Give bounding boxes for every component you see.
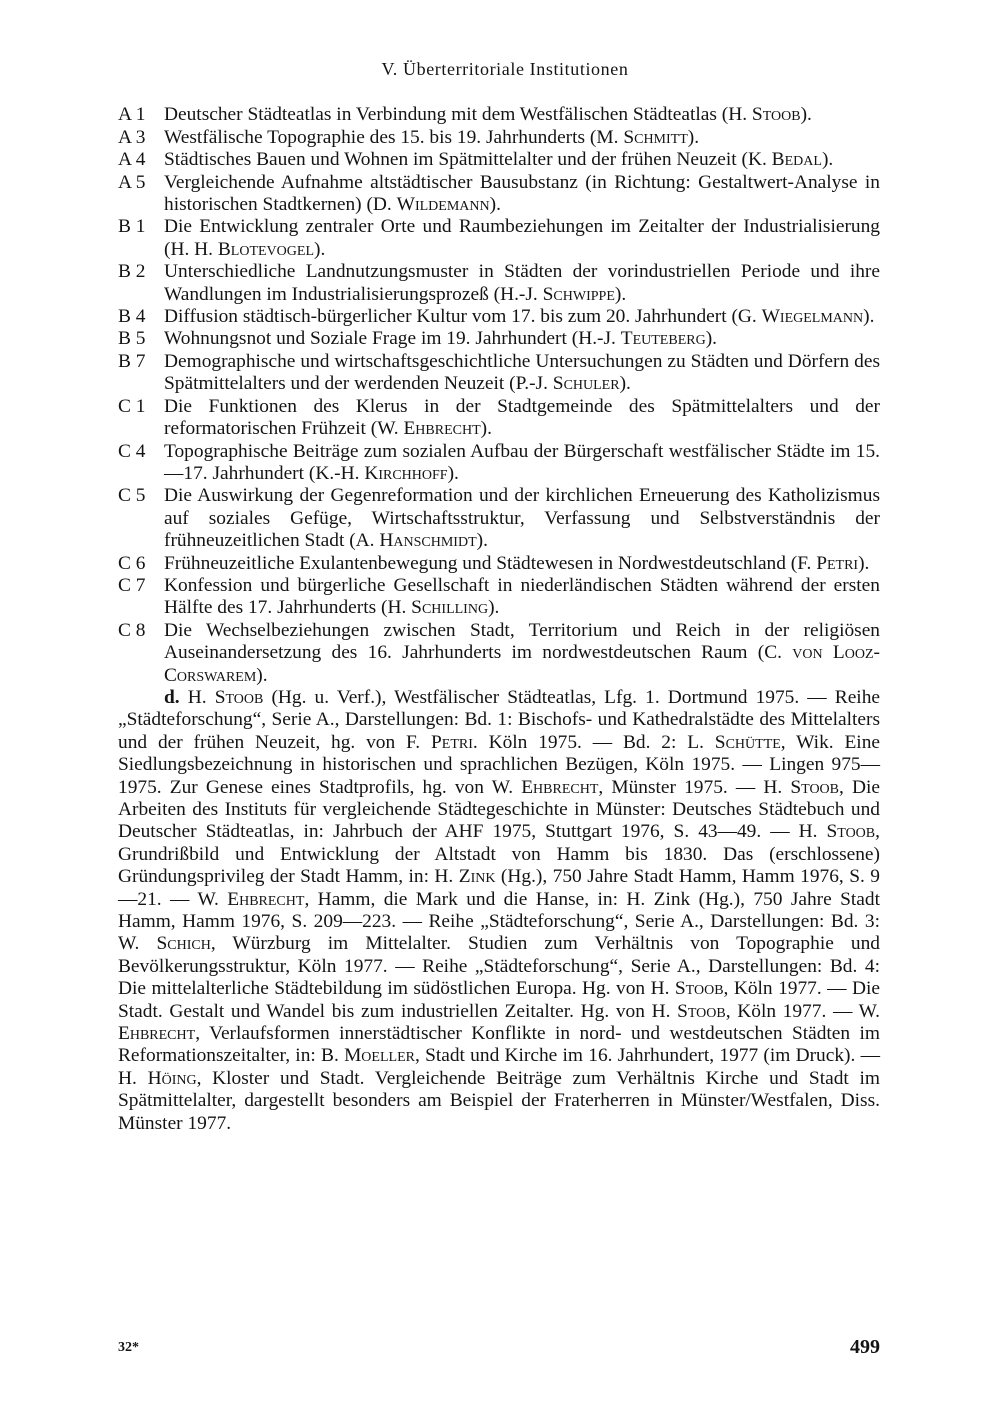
project-title: Diffusion städtisch-bürgerlicher Kultur vom 17. bis zum 20. Jahrhundert (G. <box>164 306 762 328</box>
project-entry <box>118 306 880 328</box>
project-author: Ehbrecht <box>403 418 481 440</box>
project-author: Schmitt <box>623 126 688 148</box>
bibliography-text: , Köln 1977. — W. <box>725 1000 880 1022</box>
project-closing: ). <box>256 664 268 686</box>
project-entry <box>118 441 880 486</box>
cited-author: Stoob <box>826 821 876 843</box>
project-author: Teuteberg <box>620 328 706 350</box>
project-closing: ). <box>687 126 700 148</box>
bibliography-text: , Hamm, die Mark und die Hanse, in: H. Zink (Hg.), 750 Jahre Stadt Hamm, Hamm 1976, S. 209—223. — Reihe „Städteforschung“, Serie A., Darstellungen: Bd. 3: W. <box>118 888 880 955</box>
cited-author: Schütte <box>714 731 781 753</box>
project-entry <box>118 351 880 396</box>
bibliography-text: (Hg.), 750 Jahre Stadt Hamm, Hamm 1976, S. 9—21. — W. <box>118 866 880 910</box>
project-closing: ). <box>821 149 834 171</box>
project-title: Frühneuzeitliche Exulantenbewegung und Städtewesen in Nordwestdeutschland (F. <box>164 552 817 574</box>
project-closing: ). <box>800 104 812 126</box>
section-d-label: d. <box>164 686 180 708</box>
project-author: Schilling <box>411 597 489 619</box>
project-entry <box>118 216 880 261</box>
project-author: Wiegelmann <box>761 306 864 328</box>
project-author: Hanschmidt <box>379 530 477 552</box>
project-title: Demographische und wirtschaftsgeschichtliche Untersuchungen zu Städten und Dörfern des Spätmittelalters und der werdenden Neuzeit (P.-J. <box>164 350 880 395</box>
project-author: Kirchhoff <box>364 462 448 484</box>
project-author: Blotevogel <box>217 238 314 260</box>
project-code: C 8 <box>118 619 146 641</box>
bibliography-text: , Grundrißbild und Entwicklung der Altstadt von Hamm bis 1830. Das (erschlossene) Gründungsprivileg der Stadt Hamm, in: H. <box>118 821 880 888</box>
cited-author: Höing <box>147 1067 197 1089</box>
bibliography-text: (Hg. u. Verf.), Westfälischer Städteatlas, Lfg. 1. Dortmund 1975. — Reihe „Städteforschung“, Serie A., Darstellungen: Bd. 1: Bischofs- und Kathedralstädte des Mittelalters und der frühen Neuzeit, hg. von F. <box>118 686 881 753</box>
bibliography-text: , Kloster und Stadt. Vergleichende Beiträge zum Verhältnis Kirche und Stadt im Spätmittelalter, dargestellt besonders am Beispiel der Fraterherren in Münster/Westfalen, Diss. Münster 1977. <box>118 1067 880 1134</box>
bibliography-text: , Köln 1977. — Die Stadt. Gestalt und Wandel bis zum industriellen Zeitalter. Hg. von H. <box>118 978 880 1022</box>
project-title: Wohnungsnot und Soziale Frage im 19. Jahrhundert (H.-J. <box>164 328 621 350</box>
project-code: C 6 <box>118 552 146 574</box>
project-closing: ). <box>705 328 718 350</box>
cited-author: Petri <box>431 731 473 753</box>
project-code: A 5 <box>118 171 146 193</box>
bibliography-text: H. <box>187 686 215 708</box>
project-entry <box>118 553 880 575</box>
cited-author: Zink <box>458 866 496 888</box>
project-closing: ). <box>614 283 627 305</box>
project-author: von Looz-Corswarem <box>164 642 880 686</box>
project-title: Die Entwicklung zentraler Orte und Raumbeziehungen im Zeitalter der Industrialisierung (H. H. <box>164 216 880 260</box>
project-code: A 4 <box>118 149 146 171</box>
cited-author: Ehbrecht <box>118 1023 196 1045</box>
project-entry <box>118 261 880 306</box>
project-title: Die Wechselbeziehungen zwischen Stadt, Territorium und Reich in der religiösen Auseinandersetzung des 16. Jahrhunderts im nordwestdeutschen Raum (C. <box>164 619 880 664</box>
bibliography-text: , Münster 1975. — H. <box>598 776 791 798</box>
project-closing: ). <box>314 238 326 260</box>
cited-author: Stoob <box>214 686 264 708</box>
page-body <box>118 58 880 1135</box>
project-entry <box>118 328 880 350</box>
project-entry <box>118 172 880 217</box>
project-author: Schuler <box>552 373 620 395</box>
cited-author: Stoob <box>790 776 840 798</box>
project-closing: ). <box>619 373 631 395</box>
project-code: A 3 <box>118 126 146 148</box>
project-entry <box>118 396 880 441</box>
project-title: Topographische Beiträge zum sozialen Aufbau der Bürgerschaft westfälischer Städte im 15.—17. Jahrhundert (K.-H. <box>164 440 880 484</box>
project-code: B 1 <box>118 216 146 238</box>
project-author: Petri <box>816 552 859 574</box>
project-title: Die Funktionen des Klerus in der Stadtgemeinde des Spätmittelalters und der reformatorischen Frühzeit (W. <box>164 395 880 440</box>
project-author: Stoob <box>751 104 801 126</box>
project-code: C 4 <box>118 440 146 462</box>
project-code: C 1 <box>118 395 146 417</box>
cited-author: Schich <box>156 933 211 955</box>
project-entry <box>118 104 880 126</box>
project-entry <box>118 149 880 171</box>
project-closing: ). <box>480 418 492 440</box>
project-code: B 7 <box>118 350 146 372</box>
project-code: B 5 <box>118 328 146 350</box>
project-author: Schwippe <box>542 283 615 305</box>
project-entry <box>118 485 880 552</box>
project-code: C 5 <box>118 485 146 507</box>
cited-author: Ehbrecht <box>521 776 599 798</box>
bibliography-text: , Stadt und Kirche im 16. Jahrhundert, 1977 (im Druck). — H. <box>118 1045 880 1089</box>
project-author: Wildemann <box>396 194 490 216</box>
project-entry <box>118 127 880 149</box>
project-code: B 2 <box>118 261 146 283</box>
project-title: Unterschiedliche Landnutzungsmuster in Städten der vorindustriellen Periode und ihre Wandlungen im Industrialisierungsprozeß (H.-J. <box>164 261 880 305</box>
project-code: A 1 <box>118 104 146 126</box>
project-closing: ). <box>863 306 875 328</box>
project-list <box>118 104 880 687</box>
project-title: Konfession und bürgerliche Gesellschaft in niederländischen Städten während der ersten Hälfte des 17. Jahrhunderts (H. <box>164 574 880 619</box>
project-closing: ). <box>858 552 870 574</box>
cited-author: Stoob <box>674 978 724 1000</box>
project-title: Städtisches Bauen und Wohnen im Spätmittelalter und der frühen Neuzeit (K. <box>164 149 772 171</box>
running-head: V. Überterritoriale Institutionen <box>381 59 629 79</box>
project-closing: ). <box>447 462 459 484</box>
bibliography-text: , Würzburg im Mittelalter. Studien zum Verhältnis von Topographie und Bevölkerungsstruktur, Köln 1977. — Reihe „Städteforschung“, Serie A., Darstellungen: Bd. 4: Die mittelalterliche Städtebildung im südöstlichen Europa. Hg. von H. <box>118 933 880 1000</box>
project-closing: ). <box>476 530 488 552</box>
printer-signature: 32* <box>118 1340 139 1355</box>
cited-author: Moeller <box>344 1045 415 1067</box>
bibliography-text: , Die Arbeiten des Instituts für vergleichende Städtegeschichte in Münster: Deutsches Städtebuch und Deutscher Städteatlas, in: Jahrbuch der AHF 1975, Stuttgart 1976, S. 43—49. — H. <box>118 776 880 843</box>
project-closing: ). <box>489 194 501 216</box>
project-entry <box>118 575 880 620</box>
cited-author: Stoob <box>677 1000 726 1022</box>
project-code: C 7 <box>118 574 146 596</box>
project-title: Deutscher Städteatlas in Verbindung mit dem Westfälischen Städteatlas (H. <box>164 104 752 126</box>
project-title: Westfälische Topographie des 15. bis 19. Jahrhunderts (M. <box>164 126 624 148</box>
page-number: 499 <box>850 1336 880 1358</box>
project-title: Die Auswirkung der Gegenreformation und der kirchlichen Erneuerung des Katholizismus auf soziales Gefüge, Wirtschaftsstruktur, Verfassung und Selbstverständnis der frühneuzeitlichen Stadt (A. <box>164 485 880 552</box>
section-d-paragraph <box>118 687 880 1135</box>
project-author: Bedal <box>771 149 822 171</box>
bibliography-text: , Wik. Eine Siedlungsbezeichnung in historischen und sprachlichen Bezügen, Köln 1975. — Lingen 975—1975. Zur Genese eines Stadtprofils, hg. von W. <box>118 731 880 798</box>
project-entry <box>118 620 880 687</box>
cited-author: Ehbrecht <box>227 888 305 910</box>
bibliography-text: , Verlaufsformen innerstädtischer Konflikte in nord- und westdeutschen Städten im Reformationszeitalter, in: B. <box>118 1023 880 1067</box>
page-footer <box>118 1336 880 1362</box>
project-closing: ). <box>488 597 500 619</box>
project-code: B 4 <box>118 306 146 328</box>
project-title: Vergleichende Aufnahme altstädtischer Bausubstanz (in Richtung: Gestaltwert-Analyse in historischen Stadtkernen) (D. <box>164 171 880 216</box>
bibliography-text: . Köln 1975. — Bd. 2: L. <box>472 731 715 753</box>
